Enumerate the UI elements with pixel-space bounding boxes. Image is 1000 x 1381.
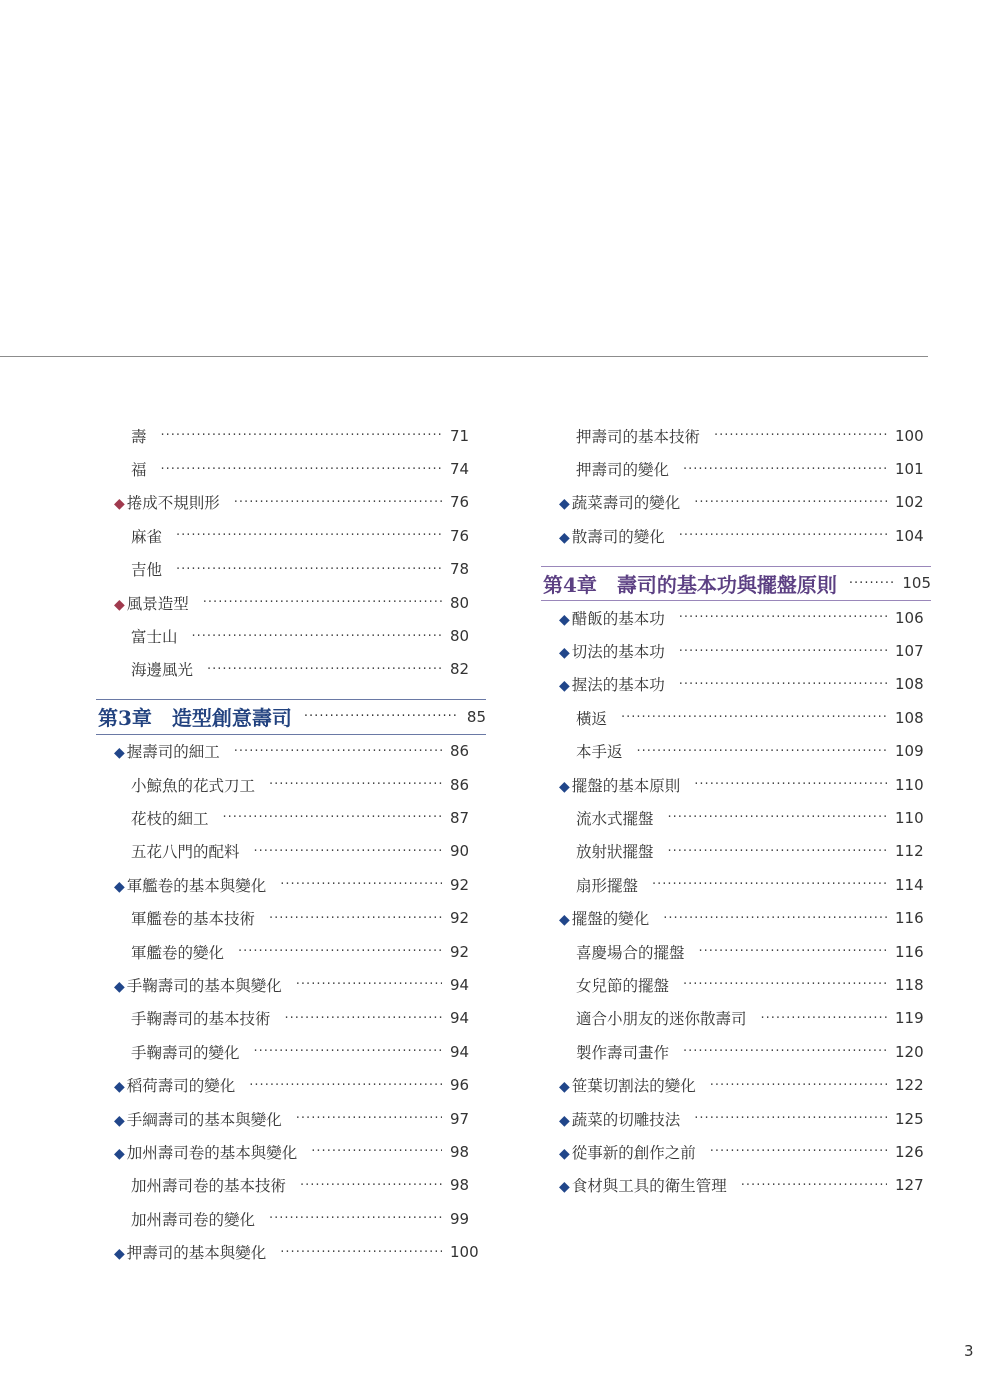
toc-section-entry[interactable] (96, 586, 486, 619)
entry-label (541, 458, 669, 480)
page-ref: 90 (450, 842, 470, 861)
entry-label (96, 1208, 255, 1230)
page-ref: 126 (895, 1142, 924, 1161)
section-spacer (541, 553, 931, 566)
page-ref: 80 (450, 627, 470, 646)
entry-text: 五花八門的配料 (131, 843, 240, 862)
dot-leader (849, 576, 894, 591)
page-ref: 104 (895, 526, 924, 545)
page-ref: 120 (895, 1042, 924, 1061)
toc-section-entry[interactable] (96, 1068, 486, 1101)
diamond-bullet-icon: ◆ (559, 1179, 570, 1196)
page-ref: 99 (450, 1209, 470, 1228)
page-ref: 94 (450, 1009, 470, 1028)
entry-label (96, 740, 220, 762)
entry-label (541, 525, 665, 547)
entry-text: 手鞠壽司的變化 (131, 1043, 240, 1062)
entry-text: 喜慶場合的擺盤 (576, 943, 685, 962)
dot-leader (710, 1078, 887, 1093)
page-ref: 96 (450, 1076, 470, 1095)
entry-label (96, 1141, 297, 1163)
entry-text: 手鞠壽司的基本技術 (131, 1010, 271, 1029)
dot-leader (683, 462, 887, 477)
entry-text: 扇形擺盤 (576, 876, 639, 895)
entry-label (541, 1007, 747, 1029)
dot-leader (249, 1078, 442, 1093)
page-ref: 125 (895, 1109, 924, 1128)
toc-section-entry[interactable] (96, 1135, 486, 1168)
page-ref: 107 (895, 642, 924, 661)
entry-text: 散壽司的變化 (571, 527, 665, 546)
chapter-heading[interactable] (96, 699, 486, 734)
page-ref: 80 (450, 593, 470, 612)
entry-text: 風景造型 (126, 594, 189, 613)
toc-entry[interactable] (541, 968, 931, 1001)
toc-section-entry[interactable] (541, 1169, 931, 1202)
page-ref: 102 (895, 493, 924, 512)
toc-section-entry[interactable] (96, 1235, 486, 1268)
toc-entry[interactable] (541, 701, 931, 734)
entry-text: 切法的基本功 (571, 643, 665, 662)
toc-section-entry[interactable] (541, 634, 931, 667)
diamond-bullet-icon: ◆ (114, 596, 125, 613)
toc-entry[interactable] (96, 901, 486, 934)
diamond-bullet-icon: ◆ (559, 529, 570, 546)
toc-section-entry[interactable] (541, 519, 931, 552)
entry-text: 放射狀擺盤 (576, 843, 654, 862)
dot-leader (207, 662, 442, 677)
diamond-bullet-icon: ◆ (114, 745, 125, 762)
entry-text: 本手返 (576, 743, 623, 762)
page-ref: 85 (466, 707, 486, 726)
toc-entry[interactable] (96, 1035, 486, 1068)
dot-leader (668, 810, 887, 825)
entry-label (541, 491, 680, 513)
diamond-bullet-icon: ◆ (114, 1246, 125, 1263)
toc-entry[interactable] (96, 835, 486, 868)
page-ref: 87 (450, 808, 470, 827)
page-ref: 86 (450, 742, 470, 761)
toc-section-entry[interactable] (541, 1102, 931, 1135)
entry-text: 加州壽司卷的基本技術 (131, 1177, 287, 1196)
toc-section-entry[interactable] (541, 601, 931, 634)
toc-entry[interactable] (96, 1002, 486, 1035)
diamond-bullet-icon: ◆ (559, 778, 570, 795)
page-ref: 108 (895, 708, 924, 727)
toc-entry[interactable] (96, 935, 486, 968)
page-ref: 92 (450, 909, 470, 928)
page-ref: 127 (895, 1176, 924, 1195)
page-ref: 94 (450, 1042, 470, 1061)
dot-leader (761, 1011, 887, 1026)
page-ref: 97 (450, 1109, 470, 1128)
toc-right-column (541, 419, 931, 1202)
page-ref: 86 (450, 775, 470, 794)
entry-text: 擺盤的基本原則 (571, 776, 681, 795)
entry-text: 擺盤的變化 (571, 910, 650, 929)
page-ref: 76 (450, 493, 470, 512)
dot-leader (269, 1211, 442, 1226)
dot-leader (269, 777, 442, 792)
page-ref: 112 (895, 842, 924, 861)
entry-text: 蔬菜的切雕技法 (571, 1110, 681, 1129)
entry-label (541, 1174, 727, 1196)
dot-leader (254, 844, 442, 859)
entry-label (541, 874, 638, 896)
toc-entry[interactable] (96, 619, 486, 652)
dot-leader (234, 495, 442, 510)
diamond-bullet-icon: ◆ (559, 611, 570, 628)
entry-label (541, 974, 669, 996)
toc-section-entry[interactable] (541, 768, 931, 801)
entry-label (541, 840, 654, 862)
dot-leader (296, 1111, 442, 1126)
page-ref: 92 (450, 942, 470, 961)
page-ref: 78 (450, 560, 470, 579)
entry-label (96, 807, 209, 829)
entry-label (541, 941, 685, 963)
chapter-title: 第4章 壽司的基本功與擺盤原則 (543, 572, 837, 597)
dot-leader (300, 1178, 442, 1193)
dot-leader (621, 710, 887, 725)
dot-leader (683, 1044, 887, 1059)
entry-label (96, 658, 193, 680)
entry-text: 富士山 (131, 628, 178, 647)
chapter-title: 第3章 造型創意壽司 (98, 706, 292, 731)
entry-text: 小鯨魚的花式刀工 (131, 776, 256, 795)
toc-section-entry[interactable] (541, 1135, 931, 1168)
toc-section-entry[interactable] (96, 486, 486, 519)
toc-entry[interactable] (541, 801, 931, 834)
entry-text: 製作壽司畫作 (576, 1043, 670, 1062)
diamond-bullet-icon: ◆ (114, 878, 125, 895)
page-ref: 100 (895, 426, 924, 445)
entry-label (541, 1108, 680, 1130)
entry-label (541, 740, 623, 762)
chapter-heading[interactable] (541, 566, 931, 601)
entry-text: 適合小朋友的迷你散壽司 (576, 1010, 747, 1029)
toc-section-entry[interactable] (541, 486, 931, 519)
dot-leader (254, 1044, 442, 1059)
toc-entry[interactable] (96, 519, 486, 552)
entry-text: 笹葉切割法的變化 (571, 1077, 696, 1096)
entry-text: 押壽司的基本技術 (576, 427, 701, 446)
toc-section-entry[interactable] (541, 1068, 931, 1101)
dot-leader (311, 1144, 442, 1159)
entry-label (96, 592, 189, 614)
entry-text: 握壽司的細工 (126, 743, 220, 762)
page-ref: 100 (450, 1243, 479, 1262)
entry-label (541, 1141, 696, 1163)
dot-leader (296, 977, 442, 992)
entry-text: 稻荷壽司的變化 (126, 1077, 236, 1096)
entry-text: 軍艦卷的基本與變化 (126, 876, 267, 895)
page-number: 3 (964, 1342, 974, 1360)
page-ref: 106 (895, 608, 924, 627)
entry-label (96, 774, 255, 796)
diamond-bullet-icon: ◆ (559, 1145, 570, 1162)
toc-entry[interactable] (96, 768, 486, 801)
page-ref: 101 (895, 460, 924, 479)
toc-entry[interactable] (96, 1169, 486, 1202)
toc-section-entry[interactable] (96, 968, 486, 1001)
entry-text: 醋飯的基本功 (571, 609, 665, 628)
dot-leader (652, 877, 887, 892)
diamond-bullet-icon: ◆ (559, 1112, 570, 1129)
page-ref: 105 (902, 574, 931, 593)
entry-label (96, 1108, 282, 1130)
dot-leader (176, 562, 442, 577)
dot-leader (699, 944, 887, 959)
dot-leader (238, 944, 442, 959)
entry-text: 吉他 (131, 561, 163, 580)
page-ref: 116 (895, 942, 924, 961)
dot-leader (203, 595, 442, 610)
entry-label (96, 491, 220, 513)
page-ref: 118 (895, 975, 924, 994)
entry-text: 軍艦卷的變化 (131, 943, 225, 962)
page-ref: 71 (450, 426, 470, 445)
entry-label (541, 607, 665, 629)
top-divider (0, 356, 928, 357)
dot-leader (285, 1011, 442, 1026)
dot-leader (679, 610, 887, 625)
dot-leader (161, 462, 442, 477)
page-ref: 109 (895, 742, 924, 761)
toc-entry[interactable] (96, 553, 486, 586)
entry-text: 從事新的創作之前 (571, 1143, 696, 1162)
entry-label (96, 558, 162, 580)
diamond-bullet-icon: ◆ (114, 1145, 125, 1162)
entry-text: 壽 (131, 427, 147, 446)
entry-text: 加州壽司卷的基本與變化 (126, 1143, 298, 1162)
entry-text: 加州壽司卷的變化 (131, 1210, 256, 1229)
toc-entry[interactable] (541, 419, 931, 452)
toc-entry[interactable] (96, 653, 486, 686)
toc-left-column (96, 419, 486, 1269)
entry-text: 押壽司的變化 (576, 461, 670, 480)
page-ref: 119 (895, 1009, 924, 1028)
dot-leader (683, 977, 887, 992)
page-ref: 98 (450, 1142, 470, 1161)
entry-label (96, 874, 266, 896)
entry-label (96, 974, 282, 996)
page-ref: 98 (450, 1176, 470, 1195)
entry-text: 握法的基本功 (571, 676, 665, 695)
page-ref: 94 (450, 975, 470, 994)
page-ref: 92 (450, 875, 470, 894)
entry-label (541, 673, 665, 695)
dot-leader (694, 495, 887, 510)
entry-label (96, 1074, 235, 1096)
entry-label (96, 1241, 266, 1263)
page-ref: 108 (895, 675, 924, 694)
entry-label (541, 774, 680, 796)
dot-leader (710, 1144, 887, 1159)
entry-text: 橫返 (576, 709, 608, 728)
entry-label (541, 807, 654, 829)
entry-text: 花枝的細工 (131, 809, 209, 828)
entry-text: 手鞠壽司的基本與變化 (126, 976, 282, 995)
toc-entry[interactable] (541, 452, 931, 485)
page-ref: 122 (895, 1076, 924, 1095)
toc-section-entry[interactable] (541, 901, 931, 934)
page-ref: 82 (450, 660, 470, 679)
entry-text: 麻雀 (131, 527, 163, 546)
dot-leader (694, 777, 887, 792)
entry-label (541, 1074, 696, 1096)
page-ref: 74 (450, 460, 470, 479)
entry-label (96, 1007, 271, 1029)
entry-label (541, 640, 665, 662)
entry-label (541, 907, 649, 929)
toc-entry[interactable] (96, 1202, 486, 1235)
dot-leader (694, 1111, 887, 1126)
dot-leader (234, 744, 442, 759)
toc-entry[interactable] (541, 868, 931, 901)
toc-entry[interactable] (96, 419, 486, 452)
diamond-bullet-icon: ◆ (559, 678, 570, 695)
entry-label (96, 525, 162, 547)
diamond-bullet-icon: ◆ (559, 912, 570, 929)
toc-entry[interactable] (541, 1002, 931, 1035)
toc-section-entry[interactable] (96, 1102, 486, 1135)
diamond-bullet-icon: ◆ (114, 978, 125, 995)
dot-leader (223, 810, 442, 825)
page-ref: 114 (895, 875, 924, 894)
entry-label (96, 840, 240, 862)
dot-leader (269, 911, 442, 926)
toc-entry[interactable] (541, 1035, 931, 1068)
diamond-bullet-icon: ◆ (559, 645, 570, 662)
entry-text: 押壽司的基本與變化 (126, 1244, 267, 1263)
entry-label (541, 425, 700, 447)
entry-text: 食材與工具的衛生管理 (571, 1177, 727, 1196)
entry-text: 捲成不規則形 (126, 494, 220, 513)
dot-leader (161, 428, 442, 443)
entry-text: 手綱壽司的基本與變化 (126, 1110, 282, 1129)
toc-entry[interactable] (541, 835, 931, 868)
dot-leader (679, 528, 887, 543)
toc-section-entry[interactable] (96, 735, 486, 768)
dot-leader (192, 629, 442, 644)
dot-leader (176, 528, 442, 543)
toc-entry[interactable] (96, 801, 486, 834)
entry-text: 流水式擺盤 (576, 809, 654, 828)
dot-leader (663, 911, 887, 926)
dot-leader (741, 1178, 887, 1193)
diamond-bullet-icon: ◆ (559, 1079, 570, 1096)
entry-label (541, 1041, 669, 1063)
dot-leader (668, 844, 887, 859)
entry-text: 軍艦卷的基本技術 (131, 910, 256, 929)
dot-leader (679, 677, 887, 692)
entry-label (96, 941, 224, 963)
diamond-bullet-icon: ◆ (114, 1079, 125, 1096)
entry-text: 女兒節的擺盤 (576, 976, 670, 995)
entry-text: 蔬菜壽司的變化 (571, 494, 681, 513)
page-ref: 76 (450, 526, 470, 545)
page-ref: 116 (895, 909, 924, 928)
entry-label (96, 907, 255, 929)
entry-label (96, 1041, 240, 1063)
entry-label (96, 1174, 286, 1196)
diamond-bullet-icon: ◆ (114, 1112, 125, 1129)
entry-label (541, 707, 607, 729)
toc-entry[interactable] (541, 935, 931, 968)
dot-leader (304, 709, 459, 724)
section-spacer (96, 686, 486, 699)
entry-label (96, 458, 147, 480)
toc-section-entry[interactable] (96, 868, 486, 901)
dot-leader (280, 877, 442, 892)
page-ref: 110 (895, 808, 924, 827)
dot-leader (679, 644, 887, 659)
entry-text: 海邊風光 (131, 661, 194, 680)
toc-entry[interactable] (96, 452, 486, 485)
diamond-bullet-icon: ◆ (114, 496, 125, 513)
dot-leader (280, 1245, 442, 1260)
page-ref: 110 (895, 775, 924, 794)
entry-label (96, 425, 147, 447)
entry-text: 福 (131, 461, 147, 480)
diamond-bullet-icon: ◆ (559, 496, 570, 513)
dot-leader (637, 744, 887, 759)
dot-leader (714, 428, 887, 443)
entry-label (96, 625, 178, 647)
toc-entry[interactable] (541, 735, 931, 768)
toc-section-entry[interactable] (541, 668, 931, 701)
